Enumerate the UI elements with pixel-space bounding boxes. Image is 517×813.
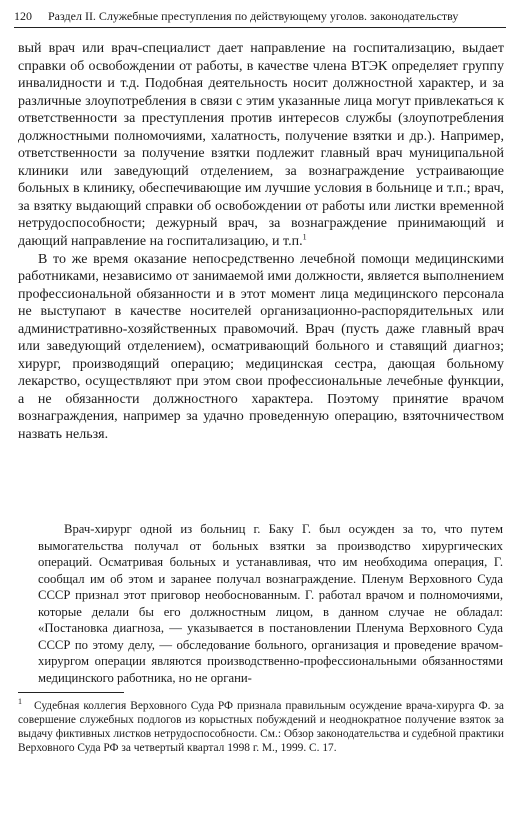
paragraph-text: вый врач или врач-специалист дает направление на госпитализацию, выдает справки об освобождении от работы, в качестве члена ВТЭК определяет группу инвалидности и т.д. Подобная деятельность носит должностной характер, и за различные злоупотребления в связи с этим указанные лица могут привлекаться к ответственности за преступления против интересов службы (злоупотребления должностными полномочиями, халатность, получение взятки и др.). Например, ответственности за получение взятки подлежит главный врач муниципальной клиники или заведующий отделением, за вознаграждение устраивающие больных в клинику, обеспечивающие им лучшие условия в больнице и т.п.; врач, за взятку выдающий справки об освобождении от работы или листки временной нетрудоспособности; дежурный врач, за вознаграждение принимающий и дающий направление на госпитализацию, и т.п. bbox=[18, 41, 504, 250]
footnote-text: Судебная коллегия Верховного Суда РФ признала правильным осуждение врача-хирурга Ф. за совершение служебных подлогов из корыстных побуждений и неоднократное получение взяток за выдачу фиктивных листков нетрудоспособности. См.: Обзор законодательства и судебной практики Верховного Суда РФ за четвертый квартал 1998 г. М., 1999. С. 17. bbox=[18, 700, 504, 754]
paragraph: В то же время оказание непосредственно лечебной помощи медицинскими работниками, независимо от занимаемой ими должности, является выполнением профессиональной обязанности и в этот момент лица медицинского персонала не выступают в качестве носителей организационно-распорядительных или административно-хозяйственных правомочий. Врач (пусть даже главный врач или заведующий отделением), осматривающий больного и ставящий диагноз; хирург, производящий операцию; медицинская сестра, дающая больному лекарство, осуществляют при этом свои профессиональные лечебные функции, а не обязанности должностного характера. Поэтому принятие врачом вознаграждения, например за удачно проведенную операцию, взяточничеством назвать нельзя. bbox=[18, 251, 504, 443]
running-title: Раздел II. Служебные преступления по действующему уголов. законодательству bbox=[48, 9, 459, 23]
running-header bbox=[14, 9, 506, 24]
page-number: 120 bbox=[14, 9, 32, 23]
header-rule bbox=[14, 27, 506, 28]
case-example: Врач-хирург одной из больниц г. Баку Г. был осужден за то, что путем вымогательства получал от больных взятки за производство хирургических операций. Осматривая больных и устанавливая, что им необходима операция, Г. сообщал им об этом и заранее получал вознаграждение. Пленум Верховного Суда СССР признал этот приговор необоснованным. Г. работал врачом и полномочиями, которые делали бы его должностным лицом, в данном случае не обладал: «Постановка диагноза, — указывается в постановлении Пленума Верховного Суда СССР по этому делу, — обследование больного, организация и проведение врачом-хирургом операции являются производственно-профессиональными обязанностями медицинского работника, но не органи- bbox=[38, 522, 503, 685]
footnote: 1 Судебная коллегия Верховного Суда РФ признала правильным осуждение врача-хирурга Ф. за совершение служебных подлогов из корыстных побуждений и неоднократное получение взяток за выдачу фиктивных листков нетрудоспособности. См.: Обзор законодательства и судебной практики Верховного Суда РФ за четвертый квартал 1998 г. М., 1999. С. 17. bbox=[18, 697, 504, 754]
main-text bbox=[18, 40, 504, 444]
paragraph-continued bbox=[18, 40, 504, 251]
footnote-rule bbox=[18, 692, 124, 693]
footnote-reference: 1 bbox=[302, 232, 307, 242]
